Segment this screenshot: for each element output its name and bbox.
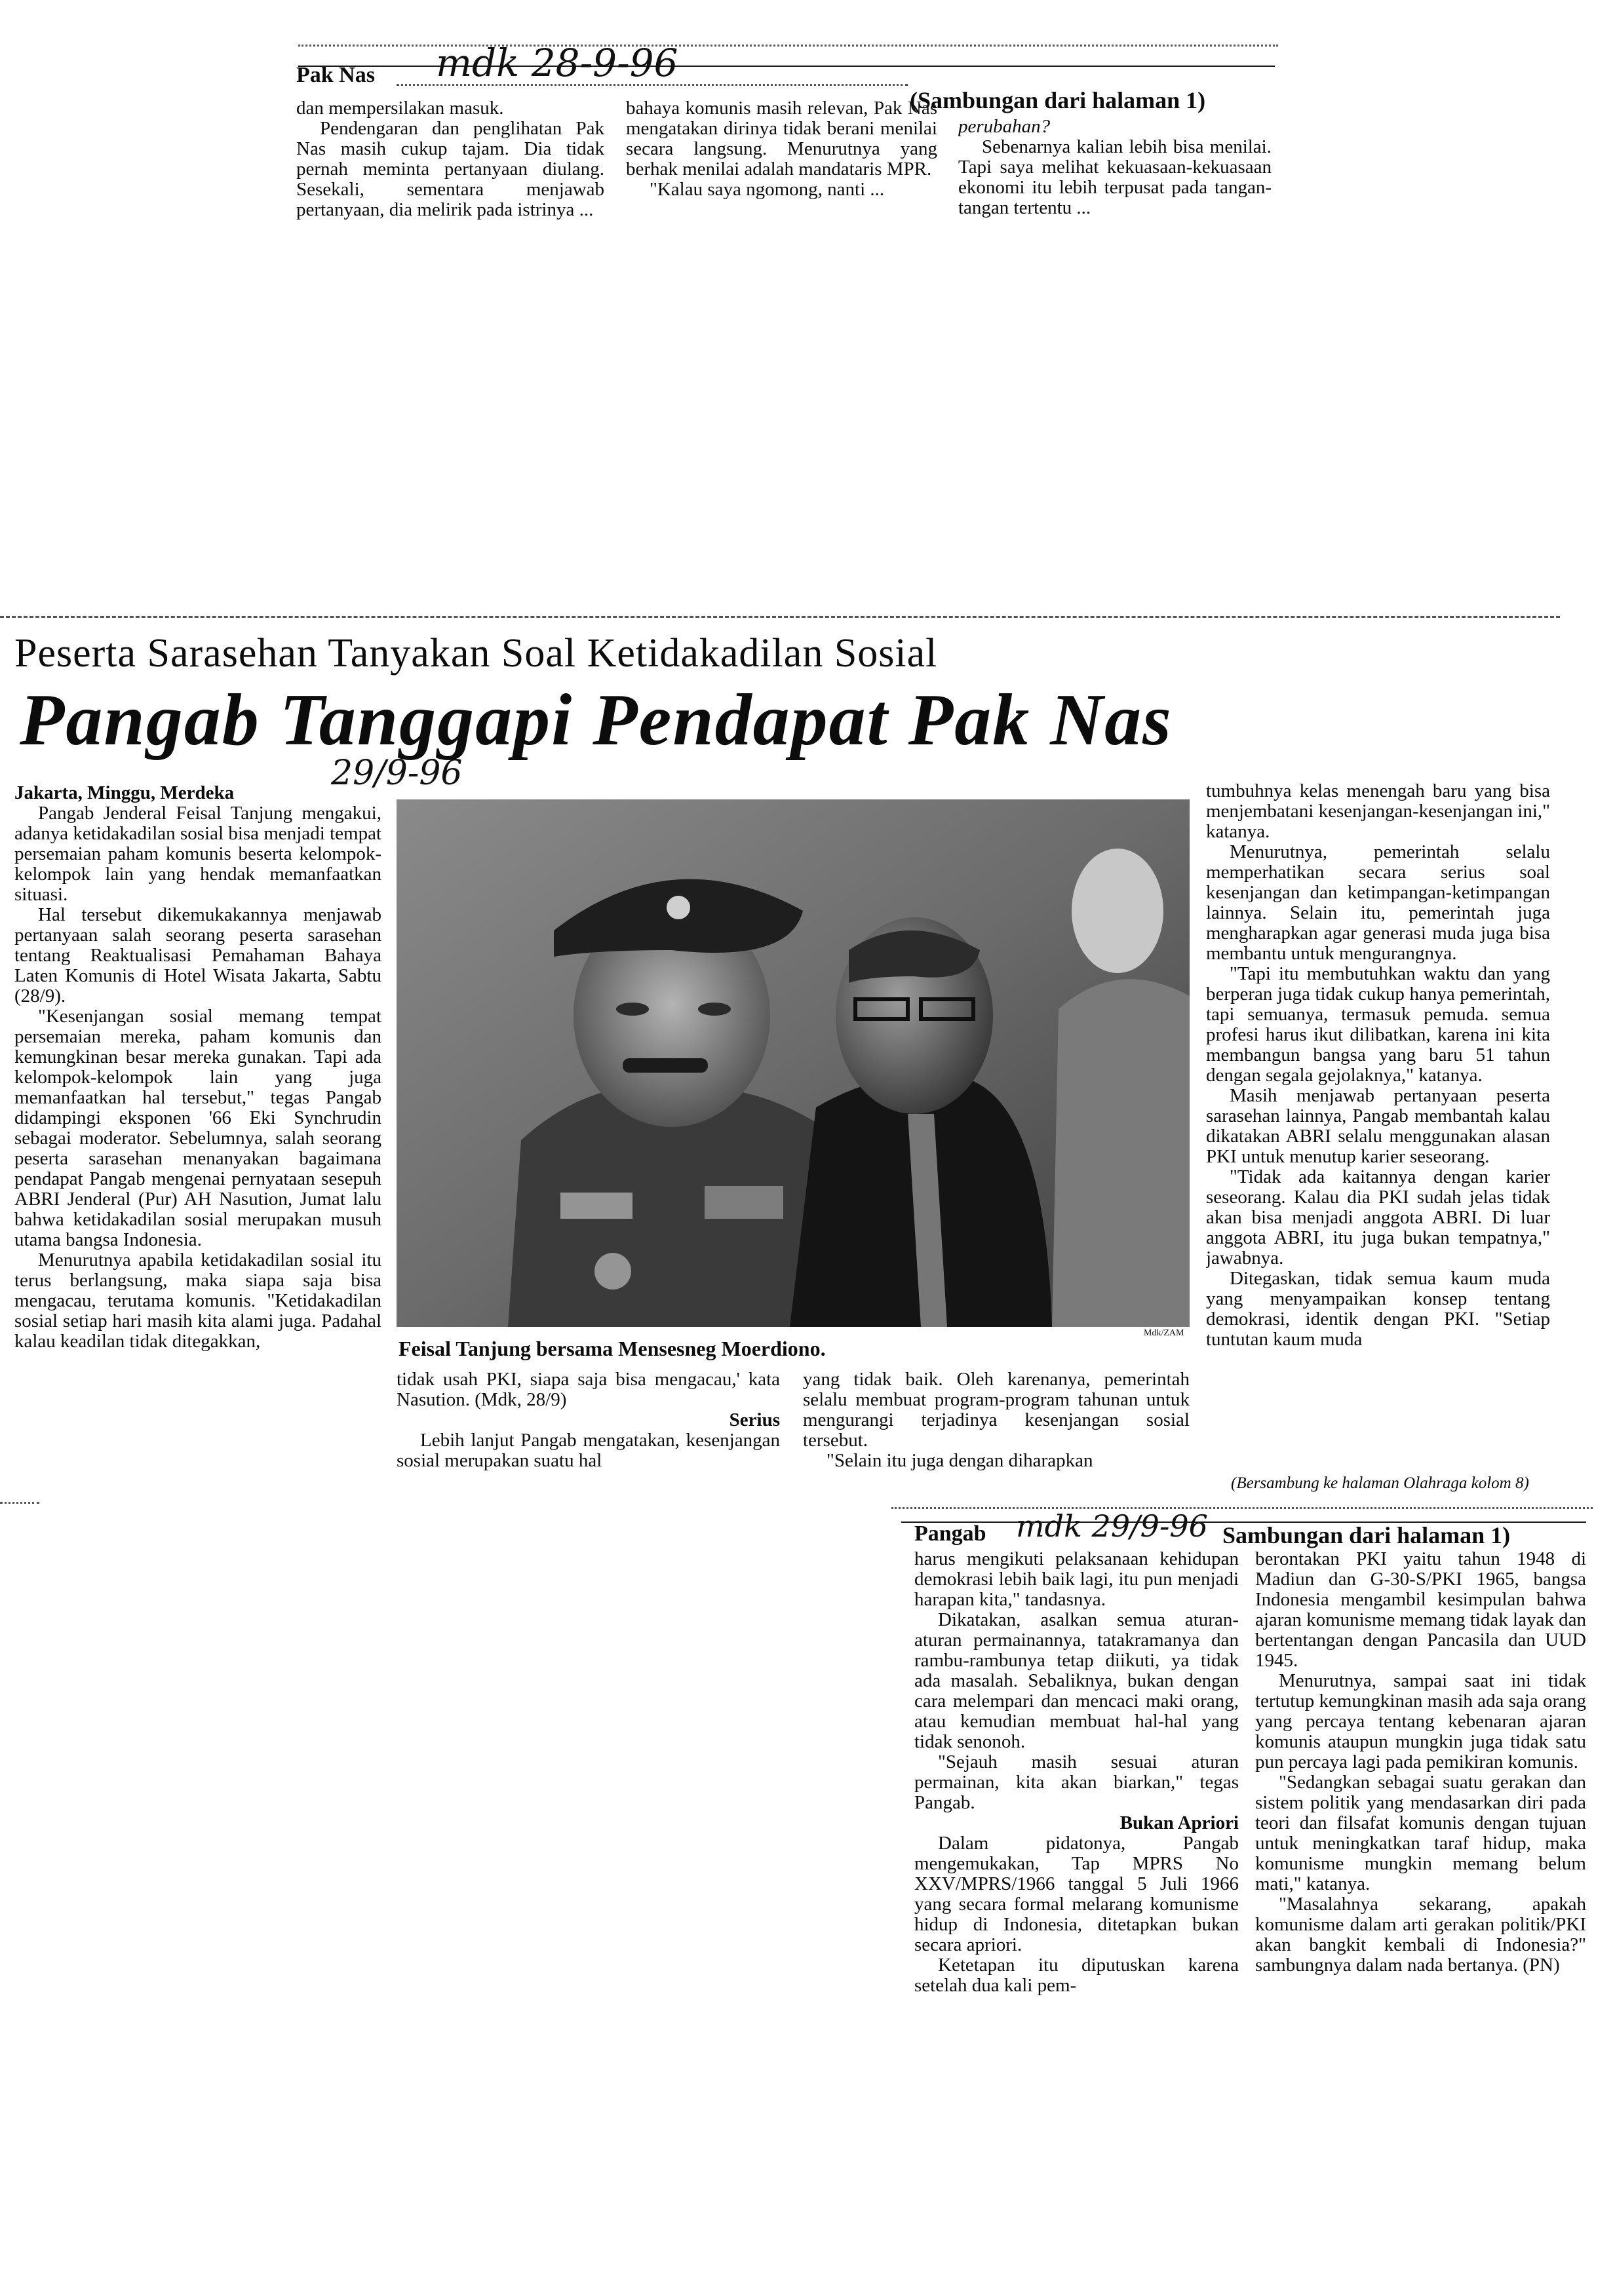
paragraph: Menurutnya apabila ketidakadilan sosial itu terus berlangsung, maka siapa saja bisa mengacau, terutama komunis. "Ketidakadilan sosial setiap hari masih kita alami juga. Padahal kalau keadilan tidak ditegakkan, (14, 1250, 381, 1352)
dateline: Jakarta, Minggu, Merdeka (14, 783, 235, 803)
clip3-column-2 (1255, 1549, 1586, 2244)
paragraph: "Selain itu juga dengan diharapkan (827, 1450, 1093, 1471)
paragraph: "Kalau saya ngomong, nanti ... (650, 179, 885, 200)
paragraph: Pangab Jenderal Feisal Tanjung mengakui, adanya ketidakadilan sosial bisa menjadi tempat persemaian paham komunis beserta kelompok-kelompok lain yang hendak memanfaatkan situasi. (14, 803, 381, 905)
paragraph: tidak usah PKI, siapa saja bisa mengacau,' kata Nasution. (Mdk, 28/9) (397, 1369, 780, 1410)
handwritten-date: 29/9-96 (331, 754, 463, 793)
photo-illustration (397, 799, 1190, 1327)
paragraph: dan mempersilakan masuk. (296, 98, 504, 119)
paragraph: bahaya komunis masih relevan, Pak Nas mengatakan dirinya tidak berani menilai secara langsung. Menurutnya yang berhak menilai adalah mandataris MPR. (626, 98, 937, 180)
paragraph: Lebih lanjut Pangab mengatakan, kesenjangan sosial merupakan suatu hal (397, 1430, 780, 1471)
photo-caption: Feisal Tanjung bersama Mensesneg Moerdiono. (399, 1337, 826, 1360)
jump-note: (Bersambung ke halaman Olahraga kolom 8) (1231, 1474, 1529, 1492)
paragraph: Ditegaskan, tidak semua kaum muda yang menyampaikan konsep tentang demokrasi, identik dengan PKI. "Setiap tuntutan kaum muda (1206, 1268, 1550, 1350)
clip1-column-3 (958, 117, 1272, 254)
clip3-column-1 (914, 1549, 1239, 2244)
photo-credit: Mdk/ZAM (1144, 1328, 1184, 1338)
news-photo (397, 799, 1190, 1327)
paragraph: "Sejauh masih sesuai aturan permainan, kita akan biarkan," tegas Pangab. (914, 1751, 1239, 1813)
paragraph: Menurutnya, sampai saat ini tidak tertutup kemungkinan masih ada saja orang yang percaya tentang kebenaran ajaran komunis ataupun mungkin juga tidak satu pun percaya lagi pada pemikiran komunis. (1255, 1670, 1586, 1772)
question-line: perubahan? (958, 117, 1051, 137)
article-column-4 (1206, 781, 1550, 1472)
paragraph: "Kesenjangan sosial memang tempat persemaian mereka, paham komunis dan kemungkinan besar mereka gunakan. Tapi ada kelompok-kelompok lain yang juga memanfaatkan hal tersebut," tegas Pangab didampingi eksponen '66 Eki Synchrudin sebagai moderator. Sebelumnya, salah seorang peserta sarasehan menanyakan bagaimana pendapat Pangab mengenai pernyataan sesepuh ABRI Jenderal (Pur) AH Nasution, Jumat lalu bahwa ketidakadilan sosial merupakan musuh utama bangsa Indonesia. (14, 1006, 381, 1250)
paragraph: "Sedangkan sebagai suatu gerakan dan sistem politik yang mendasarkan diri pada teori dan filsafat komunis dengan tujuan untuk meningkatkan taraf hidup, maka komunisme mungkin memang belum mati," katanya. (1255, 1772, 1586, 1894)
article-column-3 (803, 1369, 1190, 1501)
subhead-serius: Serius (729, 1409, 780, 1430)
paragraph: Ketetapan itu diputuskan karena setelah dua kali pem- (914, 1955, 1239, 1996)
paragraph: Masih menjawab pertanyaan peserta sarasehan lainnya, Pangab membantah kalau dikatakan ABRI selalu menggunakan alasan PKI untuk menutup karier seseorang. (1206, 1085, 1550, 1167)
clip3-top-rule (891, 1507, 1593, 1509)
article-headline: Pangab Tanggapi Pendapat Pak Nas (20, 679, 1173, 761)
paragraph: "Masalahnya sekarang, apakah komunisme dalam arti gerakan politik/PKI akan bangkit kembali di Indonesia?" sambungnya dalam nada bertanya. (PN) (1255, 1894, 1586, 1976)
clip-header-label: Pak Nas (296, 63, 375, 87)
subhead-bukan-apriori: Bukan Apriori (1119, 1812, 1239, 1833)
paragraph: berontakan PKI yaitu tahun 1948 di Madiun dan G-30-S/PKI 1965, bangsa Indonesia mengambil kesimpulan bahwa ajaran komunisme memang tidak layak dan bertentangan dengan Pancasila dan UUD 1945. (1255, 1549, 1586, 1671)
continuation-label: Sambungan dari halaman 1) (1222, 1522, 1511, 1548)
article-column-2 (397, 1369, 780, 1501)
article-column-1 (14, 783, 381, 1499)
clip1-column-2 (626, 98, 937, 254)
paragraph: Menurutnya, pemerintah selalu memperhatikan secara serius soal kesenjangan dan ketimpangan-ketimpangan lainnya. Selain itu, pemerintah juga mengharapkan agar generasi muda juga bisa membantu untuk mengurangnya. (1206, 841, 1550, 964)
article-kicker: Peserta Sarasehan Tanyakan Soal Ketidakadilan Sosial (14, 631, 938, 676)
clip1-column-1 (296, 98, 604, 254)
clip-header-label: Pangab (914, 1521, 986, 1546)
paragraph: "Tidak ada kaitannya dengan karier seseorang. Kalau dia PKI sudah jelas tidak akan bisa menjadi anggota ABRI. Di luar anggota ABRI, itu juga bukan tempatnya," jawabnya. (1206, 1166, 1550, 1269)
continuation-label: (Sambungan dari halaman 1) (910, 87, 1206, 113)
paragraph: Sebenarnya kalian lebih bisa menilai. Tapi saya melihat kekuasaan-kekuasaan ekonomi itu lebih terpusat pada tangan-tangan tertentu ... (958, 136, 1272, 218)
paragraph: Dikatakan, asalkan semua aturan-aturan permainannya, tatakramanya dan rambu-rambunya tetap diikuti, ya tidak ada masalah. Sebaliknya, bukan dengan cara melempari dan mencaci maki orang, atau kemudian membuat hal-hal yang tidak senonoh. (914, 1609, 1239, 1752)
paragraph: "Tapi itu membutuhkan waktu dan yang berperan juga tidak cukup hanya pemerintah, tapi semuanya, termasuk pemuda. semua profesi harus ikut dilibatkan, karena ini kita membangun bangsa yang baru 51 tahun dengan segala gejolaknya," katanya. (1206, 963, 1550, 1086)
left-scan-mark (0, 1502, 39, 1504)
paragraph: Pendengaran dan penglihatan Pak Nas masih cukup tajam. Dia tidak pernah meminta pertanyaan diulang. Sesekali, sementara menjawab pertanyaan, dia melirik pada istrinya ... (296, 118, 604, 220)
article-top-rule (0, 616, 1560, 618)
paragraph: harus mengikuti pelaksanaan kehidupan demokrasi lebih baik lagi, itu pun menjadi harapan kita," tandasnya. (914, 1549, 1239, 1610)
paragraph: Hal tersebut dikemukakannya menjawab pertanyaan salah seorang peserta sarasehan tentang Reaktualisasi Pemahaman Bahaya Laten Komunis di Hotel Wisata Jakarta, Sabtu (28/9). (14, 904, 381, 1006)
paragraph: tumbuhnya kelas menengah baru yang bisa menjembatani kesenjangan-kesenjangan ini," katanya. (1206, 781, 1550, 842)
handwritten-date: mdk 29/9-96 (1016, 1508, 1208, 1544)
paragraph: Dalam pidatonya, Pangab mengemukakan, Tap MPRS No XXV/MPRS/1966 tanggal 5 Juli 1966 yang secara formal melarang komunisme hidup di Indonesia, ditetapkan bukan secara apriori. (914, 1833, 1239, 1955)
handwritten-date: mdk 28-9-96 (436, 41, 678, 85)
paragraph: yang tidak baik. Oleh karenanya, pemerintah selalu membuat program-program tahunan untuk mengurangi terjadinya kesenjangan sosial tersebut. (803, 1369, 1190, 1451)
